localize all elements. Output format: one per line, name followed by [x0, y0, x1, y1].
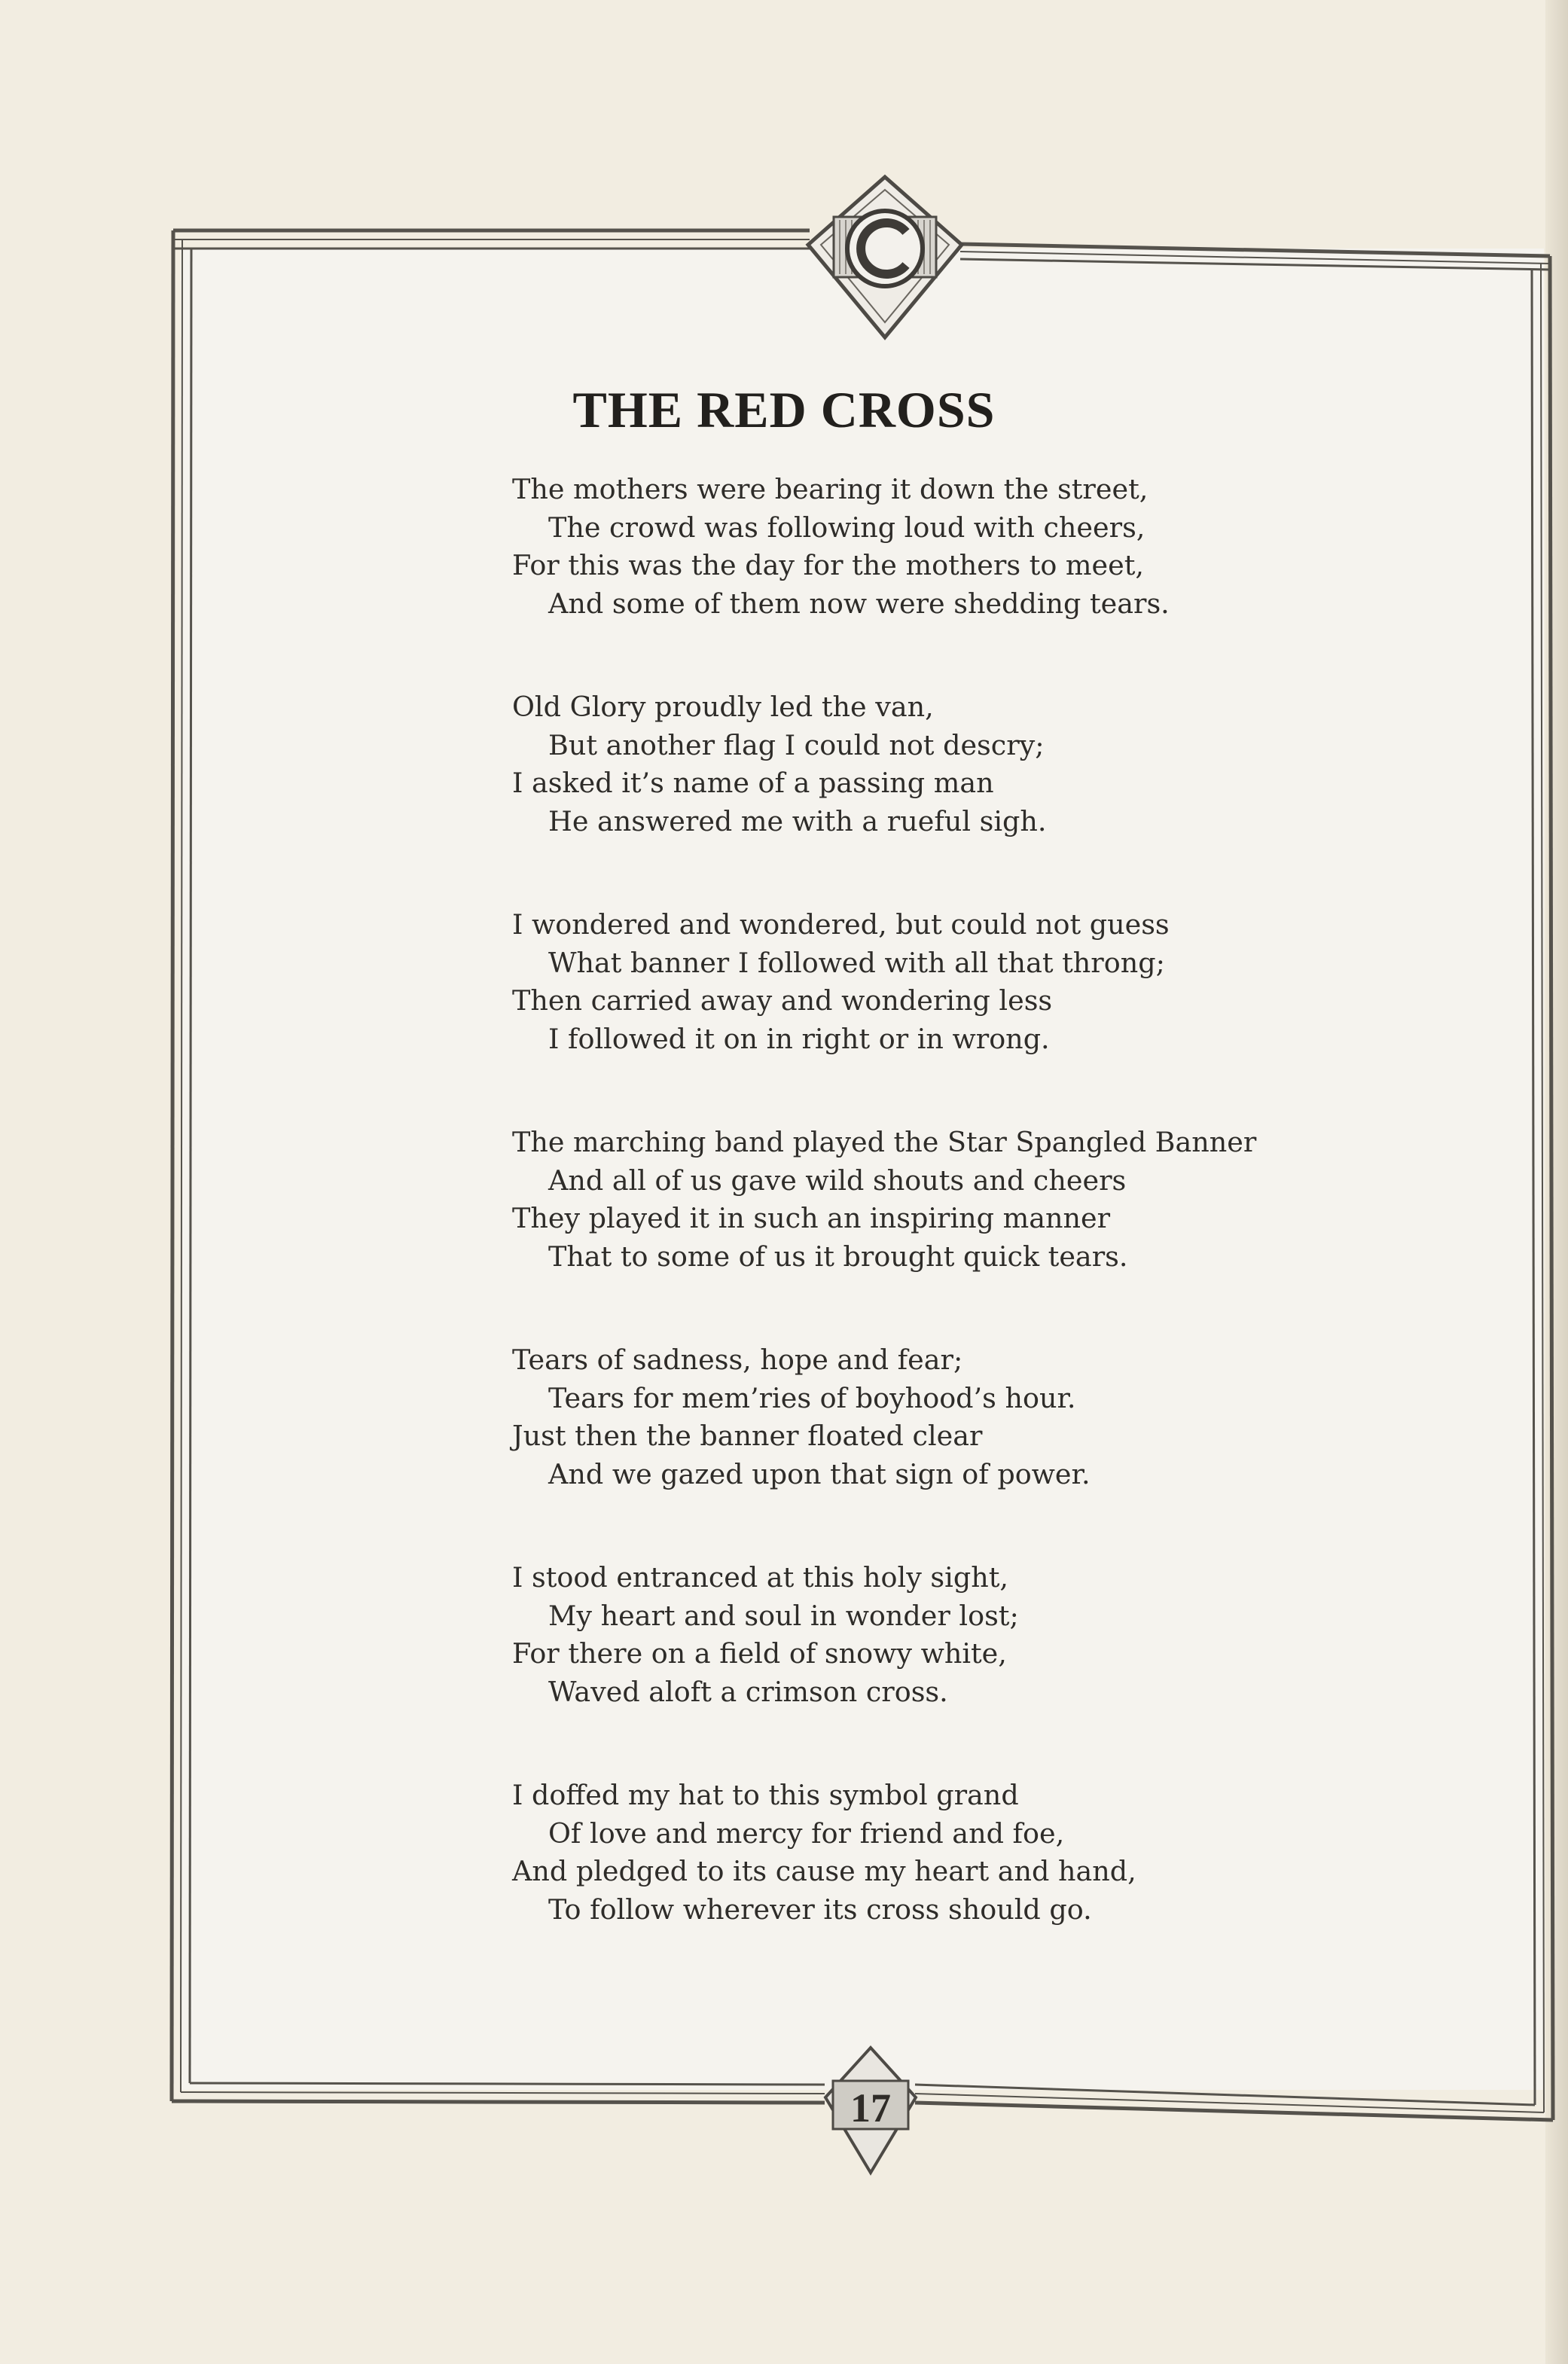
poem-line: Old Glory proudly led the van,	[512, 691, 934, 723]
stanza	[512, 688, 1256, 840]
poem-line: And we gazed upon that sign of power.	[548, 1457, 1091, 1490]
poem-line: I doffed my hat to this symbol grand	[512, 1779, 1019, 1811]
poem-line: To follow wherever its cross should go.	[548, 1893, 1092, 1926]
poem-line: I followed it on in right or in wrong.	[548, 1022, 1050, 1055]
stanza	[512, 1124, 1256, 1276]
poem-line: That to some of us it brought quick tears.	[548, 1240, 1128, 1273]
poem-line: I asked it’s name of a passing man	[512, 767, 994, 799]
poem-line: The crowd was following loud with cheers,	[548, 511, 1145, 544]
poem-line: My heart and soul in wonder lost;	[548, 1599, 1019, 1632]
poem-line: And pledged to its cause my heart and hand,	[512, 1855, 1136, 1887]
poem-line: Tears for mem’ries of boyhood’s hour.	[548, 1381, 1076, 1414]
poem-line: Tears of sadness, hope and fear;	[512, 1344, 963, 1376]
poem-line: For this was the day for the mothers to meet,	[512, 549, 1144, 581]
poem-line: Waved aloft a crimson cross.	[548, 1675, 948, 1708]
stanza	[512, 471, 1256, 623]
poem-line: The marching band played the Star Spangled Banner	[512, 1126, 1257, 1158]
c-monogram-icon	[802, 173, 968, 343]
poem-line: The mothers were bearing it down the street,	[512, 473, 1149, 505]
poem-line: But another flag I could not descry;	[548, 728, 1045, 761]
poem-line: And all of us gave wild shouts and cheers	[548, 1164, 1127, 1197]
stanza	[512, 1559, 1256, 1711]
emblem-year: 17	[850, 2085, 891, 2131]
poem-line: Then carried away and wondering less	[512, 984, 1053, 1017]
poem-line: I wondered and wondered, but could not guess	[512, 908, 1170, 941]
poem-line: Of love and mercy for friend and foe,	[548, 1816, 1065, 1850]
poem-line: What banner I followed with all that throng;	[548, 946, 1165, 979]
stanza	[512, 1777, 1256, 1929]
poem-line: I stood entranced at this holy sight,	[512, 1561, 1008, 1594]
stanza	[512, 906, 1256, 1058]
poem-body	[512, 471, 1256, 1994]
poem-line: They played it in such an inspiring manner	[512, 1202, 1111, 1234]
year-emblem-icon	[822, 2045, 919, 2176]
poem-line: He answered me with a rueful sigh.	[548, 804, 1047, 837]
poem-line: For there on a field of snowy white,	[512, 1637, 1007, 1670]
page-title: THE RED CROSS	[572, 381, 996, 438]
poem-line: Just then the banner floated clear	[512, 1420, 983, 1452]
poem-line: And some of them now were shedding tears.	[548, 587, 1170, 620]
stanza	[512, 1341, 1256, 1493]
